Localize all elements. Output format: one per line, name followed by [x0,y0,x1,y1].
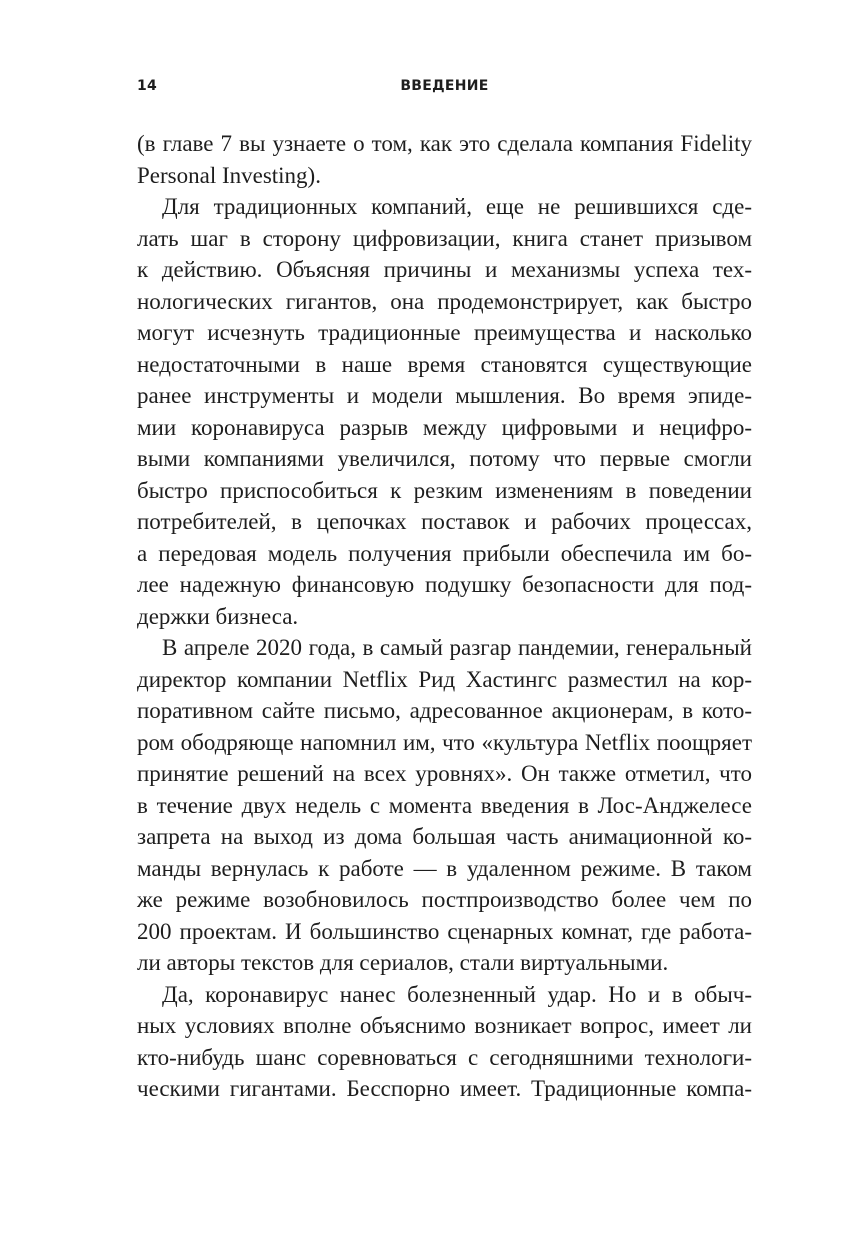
text-line: ранее инструменты и модели мышления. Во время эпиде- [137,383,752,408]
text-line: кто-нибудь шанс соревноваться с сегодняшними технологи- [137,1044,752,1070]
paragraph-2 [137,191,752,632]
text-line: поративном сайте письмо, адресованное акционерам, в кото- [137,698,752,723]
body-text [137,128,752,1105]
text-line: ли авторы текстов для сериалов, стали виртуальными. [137,950,669,975]
paragraph-1 [137,128,752,191]
text-line: ных условиях вполне объяснимо возникает вопрос, имеет ли [137,1013,752,1038]
chapter-title: ВВЕДЕНИЕ [400,78,489,94]
text-line: принятие решений на всех уровнях». Он также отметил, что [137,761,752,786]
paragraph-4 [137,979,752,1105]
text-line: мии коронавируса разрыв между цифровыми и нецифро- [137,414,752,440]
text-line: Для традиционных компаний, еще не решившихся сде- [162,194,752,219]
text-line: нологических гигантов, она продемонстрирует, как быстро [137,288,752,314]
text-line: Да, коронавирус нанес болезненный удар. Но и в обыч- [162,981,752,1007]
text-line: ческими гигантами. Бесспорно имеет. Традиционные компа- [137,1076,752,1101]
text-line: к действию. Объясняя причины и механизмы успеха тех- [137,257,752,282]
text-line: (в главе 7 вы узнаете о том, как это сделала компания Fidelity [137,131,752,156]
text-line: потребителей, в цепочках поставок и рабочих процессах, [137,509,752,534]
text-line: недостаточными в наше время становятся существующие [137,351,752,377]
text-line: лать шаг в сторону цифровизации, книга станет призывом [137,225,752,251]
text-line: 200 проектам. И большинство сценарных комнат, где работа- [137,918,752,944]
running-head [137,78,752,100]
text-line: в течение двух недель с момента введения в Лос-Анджелесе [137,792,752,818]
text-line: же режиме возобновилось постпроизводство более чем по [137,887,752,912]
text-line: могут исчезнуть традиционные преимущества и насколько [137,320,752,345]
text-line: В апреле 2020 года, в самый разгар пандемии, генеральный [162,635,752,660]
paragraph-3 [137,632,752,979]
text-line: выми компаниями увеличился, потому что первые смогли [137,446,752,471]
text-line: быстро приспособиться к резким изменениям в поведении [137,477,752,503]
text-line: держки бизнеса. [137,603,299,629]
text-line: запрета на выход из дома большая часть анимационной ко- [137,824,752,849]
text-line: лее надежную финансовую подушку безопасности для под- [137,572,752,597]
text-line: манды вернулась к работе — в удаленном режиме. В таком [137,855,752,881]
text-line: а передовая модель получения прибыли обеспечила им бо- [137,540,752,566]
text-line: директор компании Netflix Рид Хастингс разместил на кор- [137,666,752,692]
text-line: Personal Investing). [137,162,321,188]
page-number: 14 [137,78,158,94]
text-line: ром ободряюще напомнил им, что «культура Netflix поощряет [137,729,752,755]
